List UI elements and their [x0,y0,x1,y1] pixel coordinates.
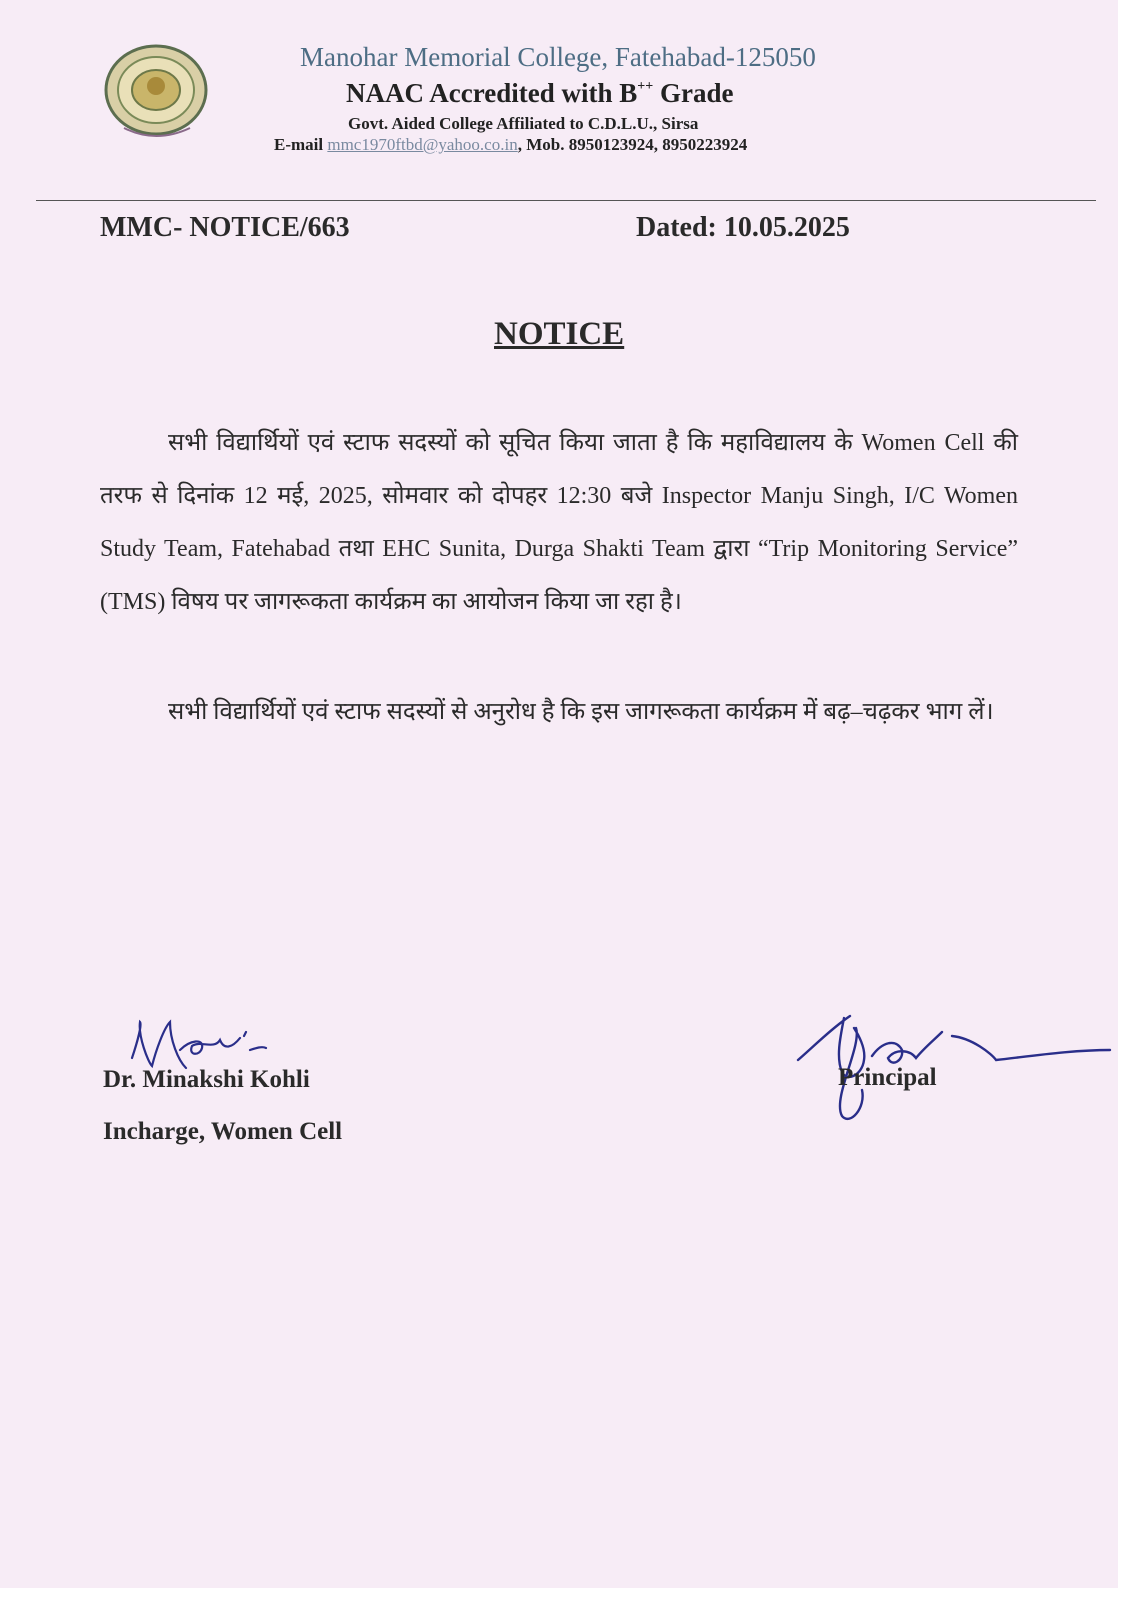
college-name: Manohar Memorial College, Fatehabad-125050 [300,42,816,72]
incharge-name: Dr. Minakshi Kohli [103,1066,310,1093]
principal-signature-icon [792,998,1112,1128]
page-title: NOTICE [494,316,625,352]
contact-line: E-mail mmc1970ftbd@yahoo.co.in, Mob. 8950123924, 8950223924 [274,135,748,154]
college-logo-icon [100,44,218,140]
principal-title: Principal [838,1064,937,1091]
affiliation-line: Govt. Aided College Affiliated to C.D.L.U., Sirsa [348,114,699,133]
email-link[interactable]: mmc1970ftbd@yahoo.co.in [327,135,518,154]
notice-reference: MMC- NOTICE/663 [100,212,350,243]
notice-paragraph-1: सभी विद्यार्थियों एवं स्टाफ सदस्यों को सूचित किया जाता है कि महाविद्यालय के Women Cell की तरफ से दिनांक 12 मई, 2025, सोमवार को दोपहर 12:30 बजे Inspector Manju Singh, I/C Women Study Team, Fatehabad तथा EHC Sunita, Durga Shakti Team द्वारा “Trip Monitoring Service” (TMS) विषय पर जागरूकता कार्यक्रम का आयोजन किया जा रहा है। [100,430,1018,615]
header-divider [36,200,1096,201]
notice-date: Dated: 10.05.2025 [636,212,850,243]
naac-accreditation: NAAC Accredited with B++ Grade [346,78,734,108]
incharge-title: Incharge, Women Cell [103,1118,343,1145]
notice-paragraph-2: सभी विद्यार्थियों एवं स्टाफ सदस्यों से अनुरोध है कि इस जागरूकता कार्यक्रम में बढ़–चढ़कर भाग लें। [168,699,994,725]
